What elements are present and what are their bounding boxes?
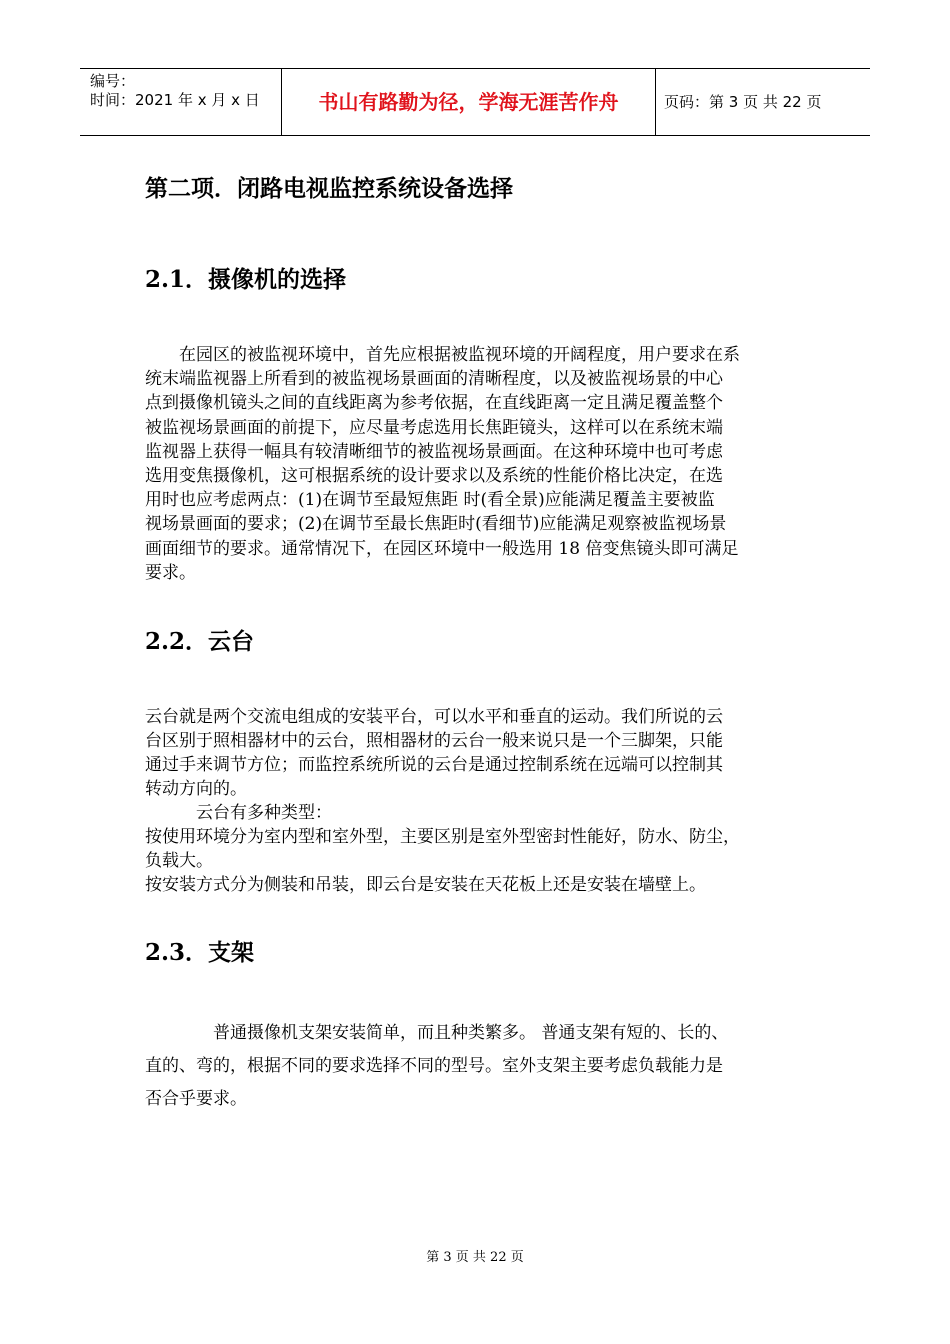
header-page-info: 页码：第 3 页 共 22 页 — [664, 93, 822, 111]
document-header — [80, 68, 870, 136]
section-body-pan-tilt: 云台就是两个交流电组成的安装平台，可以水平和垂直的运动。我们所说的云 台区别于照相器材中的云台，照相器材的云台一般来说只是一个三脚架，只能 通过手来调节方位；而监控系统所说的云台是通过控制系统在远端可以控制其 转动方向的。 云台有多种类型： 按使用环境分为室内型和室外型，主要区别是室外型密封性能好，防水、防尘， 负载大。 按安装方式分为侧装和吊装，即云台是安装在天花板上还是安装在墙壁上。 — [145, 707, 740, 895]
section-heading-bracket: 2.3．支架 — [145, 939, 255, 966]
section-heading-pan-tilt: 2.2．云台 — [145, 628, 255, 655]
document-number-label: 编号： — [90, 72, 136, 90]
header-meta — [80, 69, 282, 135]
page-title: 第二项．闭路电视监控系统设备选择 — [145, 175, 513, 202]
section-body-camera: 在园区的被监视环境中，首先应根据被监视环境的开阔程度，用户要求在系 统末端监视器上所看到的被监视场景画面的清晰程度，以及被监视场景的中心 点到摄像机镜头之间的直线距离为参考依据，在直线距离一定且满足覆盖整个 被监视场景画面的前提下，应尽量考虑选用长焦距镜头，这样可以在系统末端 监视器上获得一幅具有较清晰细节的被监视场景画面。在这种环境中也可考虑 选用变焦摄像机，这可根据系统的设计要求以及系统的性能价格比决定，在选 用时也应考虑两点：(1)在调节至最短焦距 时(看全景)应能满足覆盖主要被监 视场景画面的要求；(2)在调节至最长焦距时(看细节)应能满足观察被监视场景 画面细节的要求。通常情况下，在园区环境中一般选用 18 倍变焦镜头即可满足 要求。 — [145, 345, 740, 583]
page-footer: 第 3 页 共 22 页 — [426, 1250, 524, 1265]
header-motto: 书山有路勤为径，学海无涯苦作舟 — [282, 69, 656, 135]
document-date-label: 时间：2021 年 x 月 x 日 — [90, 91, 260, 109]
section-heading-camera: 2.1．摄像机的选择 — [145, 266, 347, 293]
section-body-bracket: 普通摄像机支架安装简单，而且种类繁多。 普通支架有短的、长的、 直的、弯的，根据不同的要求选择不同的型号。室外支架主要考虑负载能力是 否合乎要求。 — [145, 1023, 729, 1109]
